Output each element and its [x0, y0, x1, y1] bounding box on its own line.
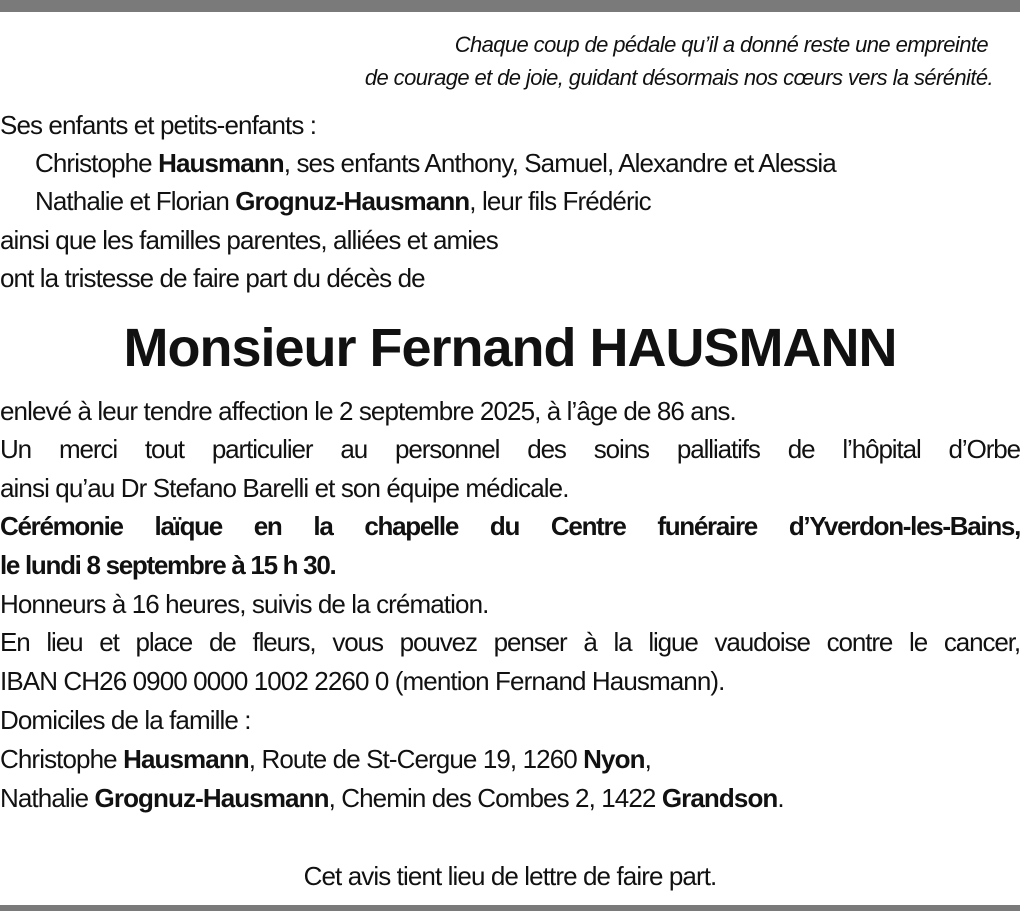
domiciles-heading: Domiciles de la famille :	[0, 705, 251, 735]
thanks-line-1: Un merci tout particulier au personnel des soins palliatifs de l’hôpital d’Orbe	[0, 434, 1020, 464]
deceased-name: Monsieur Fernand HAUSMANN	[123, 318, 897, 378]
member-surname: Hausmann	[158, 148, 284, 178]
address-line-2	[0, 783, 1020, 813]
motto-line-2: de courage et de joie, guidant désormais nos cœurs vers la sérénité.	[364, 65, 993, 90]
passing-line: enlevé à leur tendre affection le 2 septembre 2025, à l’âge de 86 ans.	[0, 396, 736, 426]
address-first-name: Christophe	[0, 744, 124, 774]
address-city: Grandson	[661, 783, 778, 813]
member-details: , ses enfants Anthony, Samuel, Alexandre et Alessia	[283, 148, 836, 178]
address-street: , Chemin des Combes 2, 1422	[328, 783, 662, 813]
address-city: Nyon	[583, 744, 645, 774]
announce-line: ont la tristesse de faire part du décès de	[0, 263, 425, 293]
iban-line: IBAN CH26 0900 0000 1002 2260 0 (mention Fernand Hausmann).	[0, 666, 725, 696]
family-intro: Ses enfants et petits-enfants :	[0, 110, 317, 140]
address-first-name: Nathalie	[0, 783, 95, 813]
family-member-1	[35, 148, 1020, 178]
ceremony-line-1: Cérémonie laïque en la chapelle du Centre funéraire d’Yverdon-les-Bains,	[0, 511, 1020, 541]
address-street: , Route de St-Cergue 19, 1260	[248, 744, 584, 774]
relatives-line: ainsi que les familles parentes, alliées et amies	[0, 225, 498, 255]
closing-line: Cet avis tient lieu de lettre de faire part.	[303, 861, 717, 891]
member-details: , leur fils Frédéric	[469, 186, 651, 216]
motto-line-1: Chaque coup de pédale qu’il a donné reste une empreinte	[454, 32, 988, 57]
address-line-1	[0, 744, 1020, 774]
flowers-line: En lieu et place de fleurs, vous pouvez penser à la ligue vaudoise contre le cancer,	[0, 627, 1020, 657]
member-first-name: Christophe	[35, 148, 159, 178]
honours-line: Honneurs à 16 heures, suivis de la crémation.	[0, 589, 489, 619]
member-first-name: Nathalie et Florian	[35, 186, 236, 216]
address-punctuation: .	[777, 783, 784, 813]
thanks-line-2: ainsi qu’au Dr Stefano Barelli et son équipe médicale.	[0, 473, 569, 503]
bottom-rule	[0, 905, 1020, 911]
member-surname: Grognuz-Hausmann	[235, 186, 470, 216]
family-member-2	[35, 186, 1020, 216]
address-surname: Grognuz-Hausmann	[94, 783, 329, 813]
ceremony-line-2: le lundi 8 septembre à 15 h 30.	[0, 550, 336, 580]
address-punctuation: ,	[644, 744, 651, 774]
address-surname: Hausmann	[123, 744, 249, 774]
